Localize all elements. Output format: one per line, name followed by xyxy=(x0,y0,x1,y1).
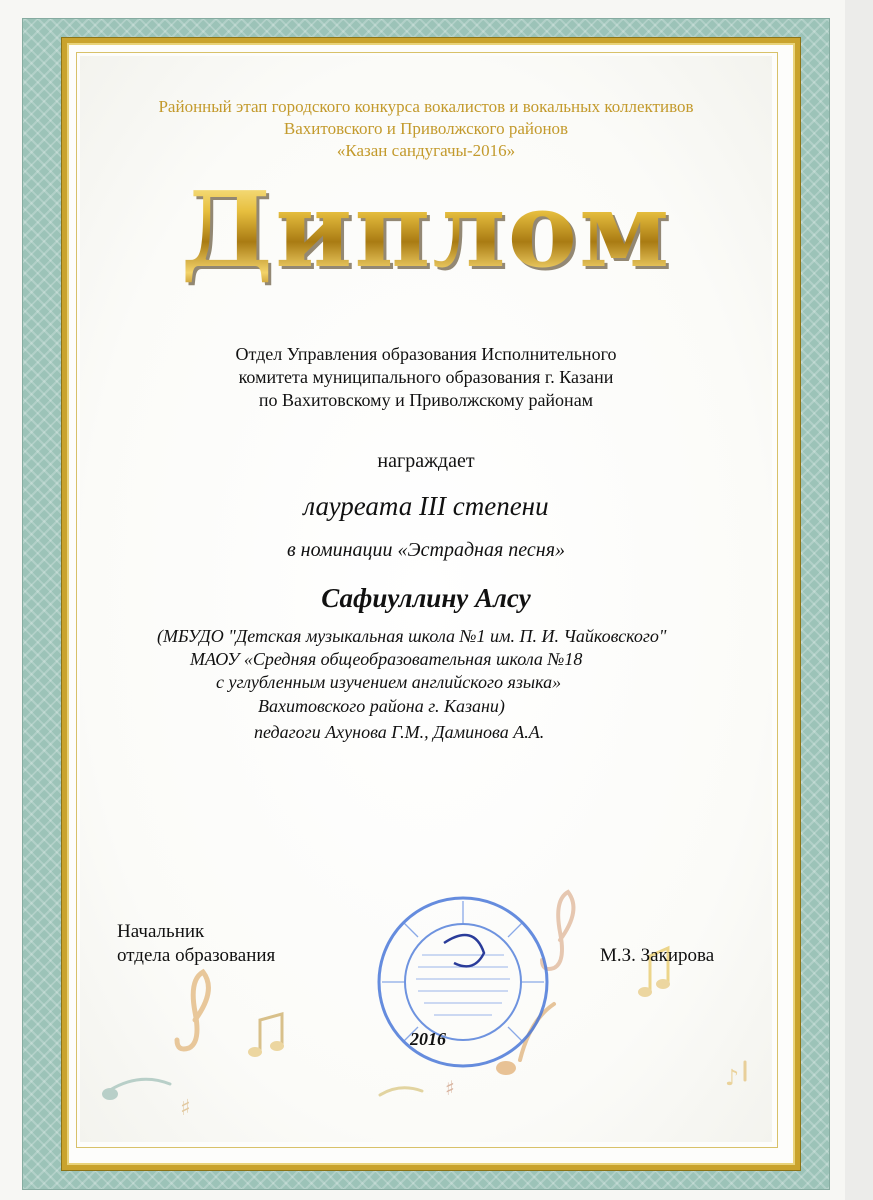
diploma-year: 2016 xyxy=(410,1029,446,1049)
school-line-2: МАОУ «Средняя общеобразовательная школа №18 xyxy=(190,649,583,669)
diploma-title: Диплом xyxy=(80,168,772,291)
awards-text: награждает xyxy=(377,450,475,472)
teachers-line: педагоги Ахунова Г.М., Даминова А.А. xyxy=(254,722,545,742)
organization-line-1: Отдел Управления образования Исполнительного xyxy=(235,344,617,364)
laureate-degree: лауреата III степени xyxy=(303,491,549,521)
signatory-position-line-2: отдела образования xyxy=(117,945,276,966)
sharp-icon: ♪ xyxy=(725,1066,740,1091)
signatory-name: М.З. Закирова xyxy=(600,945,715,966)
organization-line-2: комитета муниципального образования г. Казани xyxy=(238,367,614,387)
sharp-icon: ♯ xyxy=(180,1096,191,1121)
nomination-text: в номинации «Эстрадная песня» xyxy=(287,539,565,561)
sharp-icon: ♯ xyxy=(445,1076,455,1100)
official-stamp xyxy=(374,893,552,1071)
school-line-3: с углубленным изучением английского языка» xyxy=(216,672,562,692)
school-line-4: Вахитовского района г. Казани) xyxy=(258,696,505,716)
organization-line-3: по Вахитовскому и Приволжскому районам xyxy=(258,390,594,410)
school-line-1: (МБУДО "Детская музыкальная школа №1 им. П. И. Чайковского" xyxy=(157,626,667,646)
signature-mark xyxy=(444,935,484,966)
contest-header-line-2: Вахитовского и Приволжского районов xyxy=(283,119,569,138)
awardee-name: Сафиуллину Алсу xyxy=(321,583,531,613)
contest-header-line-1: Районный этап городского конкурса вокалистов и вокальных коллективов xyxy=(158,97,694,116)
signatory-position-line-1: Начальник xyxy=(117,921,205,942)
contest-header-line-3: «Казан сандугачы-2016» xyxy=(336,141,516,160)
